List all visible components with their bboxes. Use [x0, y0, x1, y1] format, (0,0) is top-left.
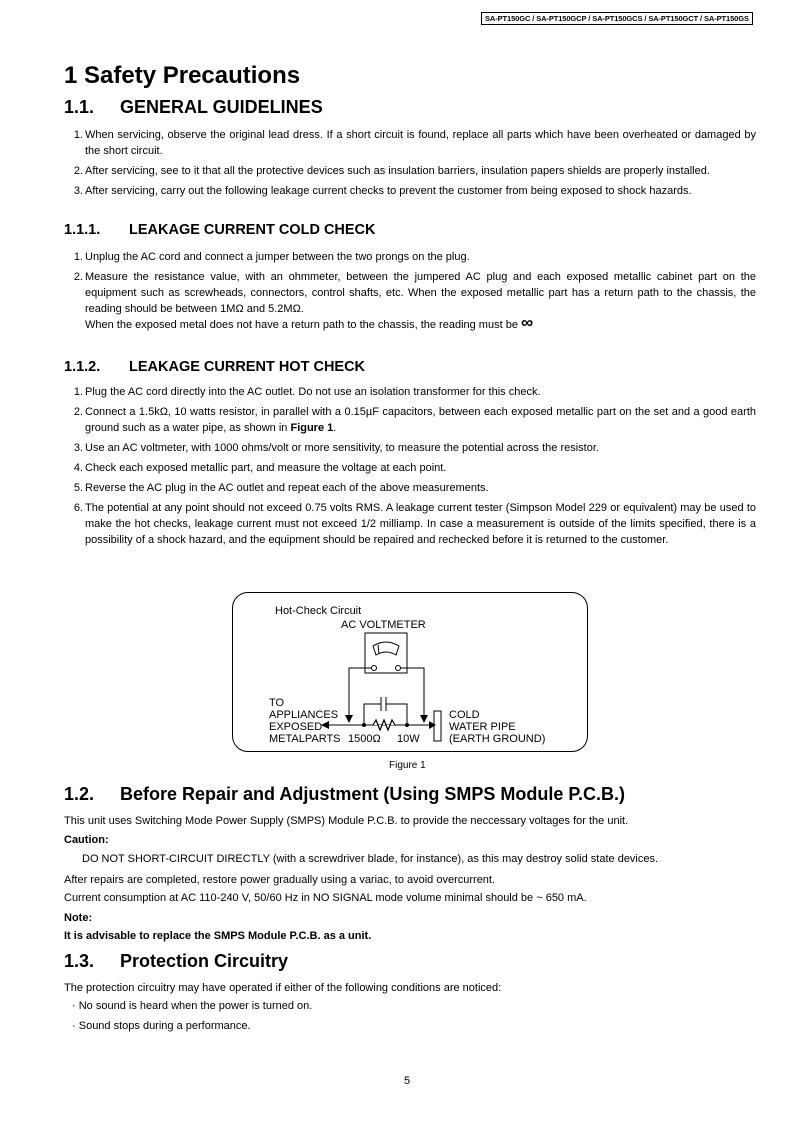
general-guidelines-list [64, 127, 756, 203]
wattage-label: 10W [397, 733, 420, 745]
heading-cold-check: 1.1.1. LEAKAGE CURRENT COLD CHECK [64, 222, 376, 238]
note-label: Note: [64, 912, 93, 924]
svg-text:WATER PIPE: WATER PIPE [449, 721, 516, 733]
cold-check-list [64, 249, 756, 337]
caution-label: Caution: [64, 834, 109, 846]
svg-text:TO: TO [269, 697, 285, 709]
list-item: 1. Unplug the AC cord and connect a jumper between the two prongs on the plug. [73, 251, 470, 263]
list-item: 1. When servicing, observe the original lead dress. If a short circuit is found, replace all parts which have been overheated or damaged by the short circuit. [73, 129, 756, 157]
list-item: 4. Check each exposed metallic part, and measure the voltage at each point. [73, 462, 447, 474]
list-item: 3. Use an AC voltmeter, with 1000 ohms/volt or more sensitivity, to measure the potential across the resistor. [73, 442, 599, 454]
hot-check-list [64, 384, 756, 552]
caution-text: DO NOT SHORT-CIRCUIT DIRECTLY (with a screwdriver blade, for instance), as this may destroy solid state devices. [82, 853, 659, 865]
list-item-continuation: When the exposed metal does not have a return path to the chassis, the reading must be ∞ [85, 313, 534, 332]
heading-protection-circuitry: 1.3. Protection Circuitry [64, 951, 289, 971]
figure-caption: Figure 1 [389, 760, 426, 771]
current-consumption-text: Current consumption at AC 110-240 V, 50/60 Hz in NO SIGNAL mode volume minimal should be ~ 650 mA. [64, 892, 587, 904]
diagram-title: Hot-Check Circuit [275, 605, 362, 617]
infinity-symbol: ∞ [521, 313, 534, 332]
heading-hot-check: 1.1.2. LEAKAGE CURRENT HOT CHECK [64, 359, 366, 375]
smps-paragraph: This unit uses Switching Mode Power Supply (SMPS) Module P.C.B. to provide the neccessary voltages for the unit. [64, 815, 629, 827]
svg-text:APPLIANCES: APPLIANCES [269, 709, 339, 721]
note-text: It is advisable to replace the SMPS Module P.C.B. as a unit. [64, 930, 372, 942]
list-item: 6. The potential at any point should not exceed 0.75 volts RMS. A leakage current tester (Simpson Model 229 or equivalent) may be used to make the hot checks, leakage current must not exceed 1/2 milliamp. In case a measurement is outside of the limits specified, there is a possibility of a shock hazard, and the equipment should be repaired and rechecked before it is returned to the customer. [73, 502, 756, 546]
hot-check-circuit-diagram [232, 592, 588, 752]
heading-general-guidelines: 1.1. GENERAL GUIDELINES [64, 97, 323, 117]
page-number: 5 [404, 1075, 411, 1087]
list-item: 2. Connect a 1.5kΩ, 10 watts resistor, in parallel with a 0.15µF capacitors, between each exposed metallic part on the set and a good earth ground such as a water pipe, as shown in Figure 1. [73, 406, 756, 434]
figure-reference: Figure 1 [290, 422, 334, 434]
svg-text:COLD: COLD [449, 709, 480, 721]
model-header: SA-PT150GC / SA-PT150GCP / SA-PT150GCS / SA-PT150GCT / SA-PT150GS [481, 12, 753, 25]
bullet-item: · No sound is heard when the power is turned on. [72, 1000, 313, 1012]
list-item: 1. Plug the AC cord directly into the AC outlet. Do not use an isolation transformer for this check. [73, 386, 541, 398]
list-item: 3. After servicing, carry out the following leakage current checks to prevent the customer from being exposed to shock hazards. [73, 185, 692, 197]
protection-paragraph: The protection circuitry may have operated if either of the following conditions are noticed: [64, 982, 502, 994]
resistor [373, 720, 395, 730]
heading-before-repair: 1.2. Before Repair and Adjustment (Using SMPS Module P.C.B.) [64, 784, 626, 804]
resistance-label: 1500Ω [348, 733, 381, 745]
voltmeter-label: AC VOLTMETER [341, 619, 426, 631]
voltmeter-dial [373, 642, 399, 655]
svg-text:EXPOSED: EXPOSED [269, 721, 323, 733]
list-item: 5. Reverse the AC plug in the AC outlet and repeat each of the above measurements. [73, 482, 489, 494]
water-pipe [434, 711, 441, 741]
svg-text:(EARTH GROUND): (EARTH GROUND) [449, 733, 546, 745]
variac-text: After repairs are completed, restore power gradually using a variac, to avoid overcurrent. [64, 874, 496, 886]
page-title: 1 Safety Precautions [64, 62, 301, 89]
list-item: 2. Measure the resistance value, with an ohmmeter, between the jumpered AC plug and each exposed metallic cabinet part on the equipment such as screwheads, connectors, control shafts, etc. When the exposed metallic part has a return path to the chassis, the reading should be between 1MΩ and 5.2MΩ. [73, 271, 756, 315]
bullet-item: · Sound stops during a performance. [72, 1020, 251, 1032]
svg-text:METALPARTS: METALPARTS [269, 733, 341, 745]
list-item: 2. After servicing, see to it that all the protective devices such as insulation barriers, insulation papers shields are properly installed. [73, 165, 710, 177]
